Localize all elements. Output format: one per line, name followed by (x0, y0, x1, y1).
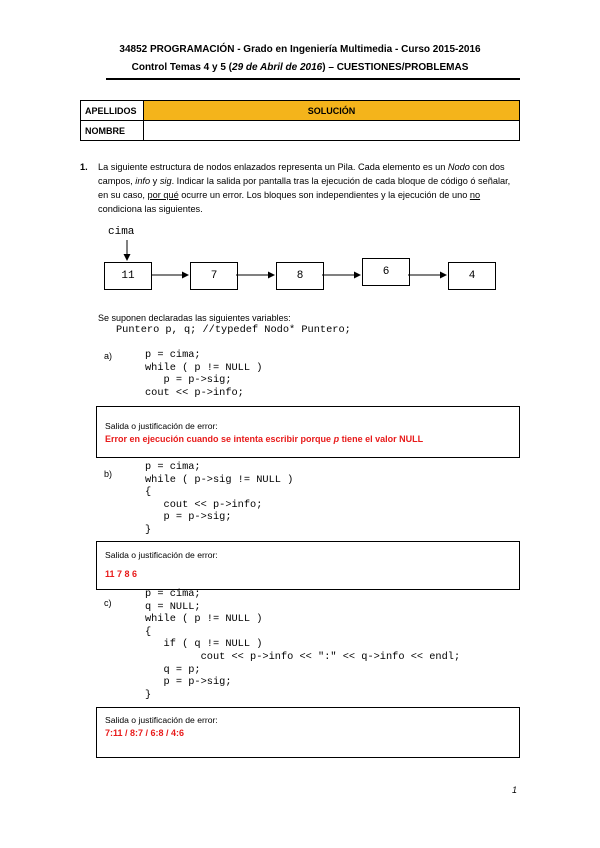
question-number: 1. (80, 162, 88, 172)
header-subtitle-a: Control Temas 4 y 5 ( (131, 62, 233, 73)
declarations-code: Puntero p, q; //typedef Nodo* Puntero; (116, 324, 351, 336)
block-b-answer-box (96, 541, 520, 590)
nombre-label: NOMBRE (81, 121, 144, 141)
block-a-label: a) (104, 351, 113, 361)
block-a-code: p = cima; while ( p != NULL ) p = p->sig; cout << p->info; (145, 349, 263, 399)
list-node: 7 (190, 262, 238, 290)
block-c-code: p = cima; q = NULL; while ( p != NULL ) { if ( q != NULL ) cout << p->info << ":" << q->info << endl; q = p; p = p->sig; } (145, 588, 461, 701)
list-node: 4 (448, 262, 496, 290)
question-text-8: por qué (147, 190, 179, 200)
question-text-9: ocurre un error. Los bloques son independientes y la ejecución de uno (178, 190, 470, 200)
list-node: 11 (104, 262, 152, 290)
question-text-3: con dos campos, (98, 162, 505, 186)
question-text-7: . Indicar la salida por pantalla tras la ejecución de cada bloque de código ó señalar, en su caso, (98, 176, 511, 200)
question-text-6: sig (159, 176, 172, 186)
block-b-box-label: Salida o justificación de error: (105, 550, 218, 560)
header-date: 29 de Abril de 2016 (232, 62, 323, 73)
block-a-answer: Error en ejecución cuando se intenta escribir porque p tiene el valor NULL (105, 434, 424, 444)
apellidos-label: APELLIDOS (81, 101, 144, 121)
declarations-intro: Se suponen declaradas las siguientes variables: (98, 313, 291, 323)
apellidos-field[interactable]: SOLUCIÓN (144, 101, 520, 121)
list-node: 8 (276, 262, 324, 290)
block-c-label: c) (104, 598, 112, 608)
question-text-11: condiciona las siguientes. (98, 204, 203, 214)
question-text-2: Nodo (447, 162, 470, 172)
list-node: 6 (362, 258, 410, 286)
page-number: 1 (512, 785, 518, 795)
cima-label: cima (108, 226, 135, 238)
block-a-answer-box (96, 406, 520, 458)
header-subtitle-b: ) – CUESTIONES/PROBLEMAS (322, 62, 469, 73)
block-c-answer: 7:11 / 8:7 / 6:8 / 4:6 (105, 728, 185, 738)
question-text-5: y (150, 176, 160, 186)
question-text-1: La siguiente estructura de nodos enlazados representa un Pila. Cada elemento es un (98, 162, 448, 172)
block-b-code: p = cima; while ( p->sig != NULL ) { cout << p->info; p = p->sig; } (145, 461, 294, 536)
block-c-answer-box (96, 707, 520, 758)
question-text-4: info (135, 176, 151, 186)
question-text-10: no (469, 190, 481, 200)
block-b-answer: 11 7 8 6 (105, 569, 138, 579)
block-a-box-label: Salida o justificación de error: (105, 421, 218, 431)
linked-list-arrows (0, 0, 600, 300)
block-c-box-label: Salida o justificación de error: (105, 715, 218, 725)
header-title: 34852 PROGRAMACIÓN - Grado en Ingeniería Multimedia - Curso 2015-2016 (119, 44, 481, 55)
block-b-label: b) (104, 469, 113, 479)
